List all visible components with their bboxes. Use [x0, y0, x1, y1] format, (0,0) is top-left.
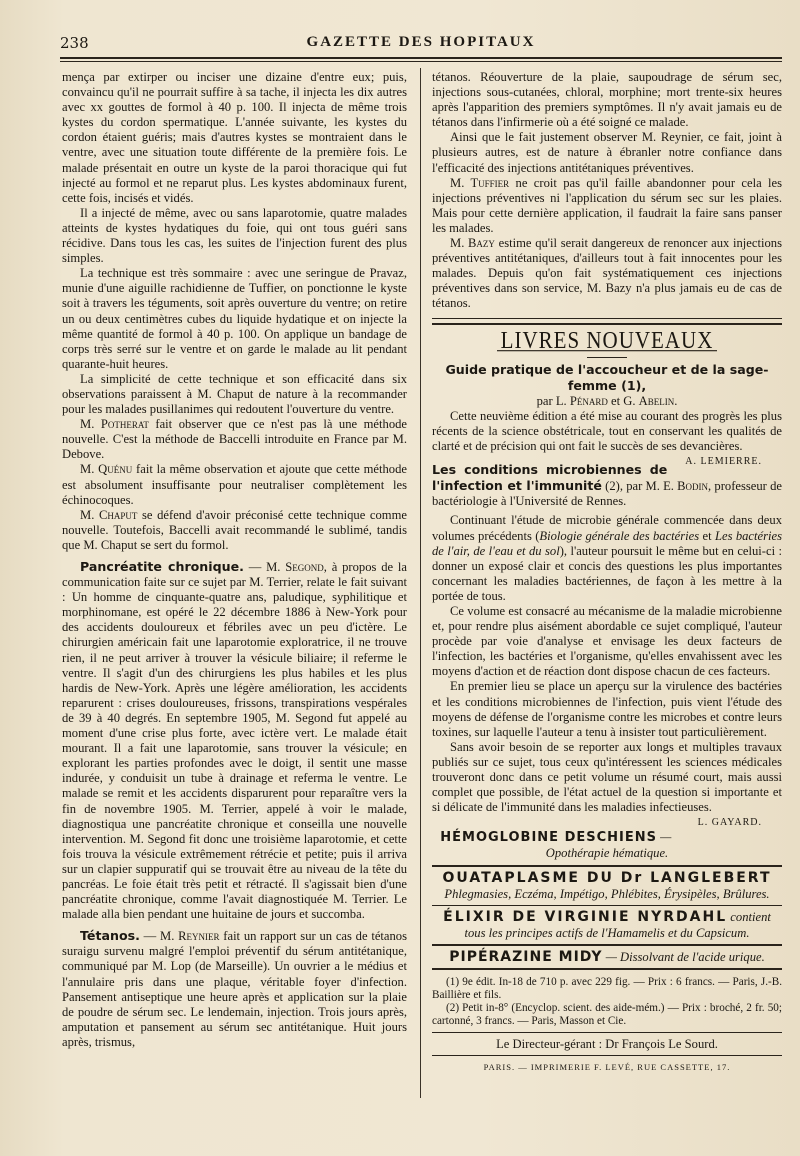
- ad-product: ÉLIXIR DE VIRGINIE NYRDAHL: [443, 908, 728, 925]
- right-column: [432, 70, 782, 1075]
- footer-rule: [432, 1032, 782, 1033]
- paragraph: La simplicité de cette technique et son efficacité dans six observations paraissent à M. Chaput de nature à la recommander pour les malades pusillanimes qui redoutent l'ouverture du ventre.: [62, 371, 407, 417]
- speaker-name: Segond: [285, 560, 324, 574]
- ad-rule: [432, 905, 782, 906]
- ad-ouataplasme: [432, 870, 782, 902]
- section-pancreatite: [62, 559, 407, 922]
- paragraph-text: ), l'auteur poursuit le même but en celui-ci : donner un exposé clair et concis des questions les plus importantes concernant les maladies bactériennes, de façon à les mettre à la portée de tous.: [432, 543, 782, 603]
- italic-title: Les bactéries de l'air, de l'eau et du sol: [432, 528, 782, 558]
- paragraph: [432, 513, 782, 604]
- ad-rule: [432, 865, 782, 867]
- footnotes: [432, 976, 782, 1028]
- book-by: par L.: [536, 393, 570, 408]
- paragraph: [432, 739, 782, 829]
- book-title: Guide pratique de l'accoucheur et de la sage-femme (1),: [445, 361, 769, 393]
- left-column: [62, 70, 407, 1050]
- paragraph: [432, 236, 782, 311]
- page-number: 238: [60, 34, 89, 52]
- book-title: Les conditions microbiennes de l'infection et l'immunité: [432, 462, 668, 494]
- paragraph: En premier lieu se place un aperçu sur la virulence des bactéries et les conditions microbiennes de l'infection, puis vient l'étude des moyens de défense de l'organisme contre les microbes et contre leurs toxines, sur laquelle l'auteur a tenu à insister tout particulièrement.: [432, 679, 782, 739]
- paragraph: La technique est très sommaire : avec une seringue de Pravaz, munie d'une aiguille rachidienne de Tuffier, on ponctionne le kyste soit à travers les téguments, soit après ouverture du ventre; on retire un ou deux centimètres cubes du liquide hydatique et on injecte la même quantité de formol à 40 p. 100. On applique un bandage de corps très serré sur le ventre et on garde le malade au lit pendant quarante-huit heures.: [62, 266, 407, 371]
- ad-tagline: tous les principes actifs de l'Hamamelis et du Capsicum.: [464, 925, 750, 940]
- footnote: (2) Petit in-8° (Encyclop. scient. des aide-mém.) — Prix : broché, 2 fr. 50; cartonné, 3 francs. — Paris, Masson et Cie.: [432, 1001, 782, 1027]
- paragraph-text: se défend d'avoir préconisé cette technique comme nouvelle. Toutefois, Baccelli avait recommandé le sublimé, tandis que M. Chaput se sert du formol.: [62, 507, 407, 552]
- dash: — M.: [139, 929, 179, 944]
- ad-tagline: — Opothérapie hématique.: [545, 830, 672, 861]
- paragraph: Il a injecté de même, avec ou sans laparotomie, quatre malades atteints de kystes hydatiques du foie, qui ont tous guéri sans récidive. Dans tous les cas, les suites de l'injection furent des plus simples.: [62, 205, 407, 266]
- speaker-name: M. Potherat: [80, 417, 149, 432]
- paragraph-text: et: [699, 528, 715, 543]
- paragraph-text: ne croit pas qu'il faille abandonner pour cela les injections préventives ni l'application du sérum sec sur les plaies. Mais pour cette dernière application, il faudrait la faire sans panser les malades.: [432, 175, 783, 235]
- book-1-heading: [432, 362, 782, 409]
- speaker-name: Reynier: [178, 929, 220, 944]
- book-by: (2), par M. E.: [601, 479, 678, 494]
- ad-tagline: — Dissolvant de l'acide urique.: [602, 949, 765, 964]
- section-rule: [432, 318, 782, 325]
- livres-header: [432, 325, 782, 354]
- header-rule: [60, 57, 782, 59]
- paragraph: tétanos. Réouverture de la plaie, saupoudrage de sérum sec, injections sous-cutanées, chloral, morphine; mort trente-six heures après l'apparition des premiers symptômes. Il n'y avait jamais eu de tétanos dans l'infirmerie où a été soigné ce malade.: [432, 70, 782, 130]
- section-title: Pancréatite chronique.: [80, 559, 244, 574]
- paragraph-text: , à propos de la communication faite sur ce sujet par M. Terrier, relate le fait suivant : Un homme de cinquante-quatre ans, paludique, syphilitique et morphinomane, est opéré le 22 décembre 1886 à New-York pour des accidents douloureux et fébriles avec un peu d'ictère. Le chirurgien américain fait une laparotomie exploratrice, il ne trouve rien, il ne peut arriver à trouver la vésicule biliaire; il referme le ventre. Il s'agit d'un des chirurgiens les plus habiles et les plus hardis de New-York. Après une légère amélioration, les accidents reparurent : crises douloureuses, frissons, transpirations vespérales de 39 à 40 degrés. En septembre 1905, M. Segond fut appelé au moment d'une crise plus forte, avec ictère vert. Le malade était mourant. Il a fait une laparotomie, sans trouver la vésicule; en explorant les parties profondes avec le doigt, il sentit une masse indurée, y conduisit un tube à drainage et referma le ventre. Le malade se remit et les accidents disparurent pour reparaître vers la fin de novembre 1905. M. Terrier, appelé à voir le malade, diagnostiqua une pancréatite chronique et conseilla une nouvelle intervention. M. Segond fit donc une troisième laparotomie, et cette fois trouva la vésicule extrêmement rétrécie et petite; puis il arriva sur un clapier suppuratif qui se trouvait être au niveau de la tête du pancréas. Le foie était très petit et rétracté. Il s'agissait bien d'une pancréatite chronique, comme l'avait diagnostiquée M. Terrier. Le malade alla bien pendant une huitaine de jours et succomba.: [62, 560, 408, 922]
- italic-title: Biologie générale des bactéries: [539, 528, 700, 543]
- speaker-name: M. Chaput: [80, 507, 138, 522]
- paragraph: [432, 408, 782, 468]
- printer-line: PARIS. — IMPRIMERIE F. LEVÉ, RUE CASSETTE, 17.: [483, 1062, 731, 1073]
- speaker-name: M. Quénu: [80, 462, 133, 477]
- book-author: Pénard: [569, 393, 608, 408]
- ad-elixir: [432, 909, 782, 941]
- ad-product: PIPÉRAZINE MIDY: [449, 948, 603, 965]
- footer-rule: [432, 1055, 782, 1056]
- paragraph-text: Continuant l'étude de microbie générale commencée dans deux volumes précédents (: [432, 513, 782, 543]
- dash: — M.: [243, 560, 286, 574]
- header-rule-thin: [60, 61, 782, 62]
- signature: L. GAYARD.: [697, 817, 762, 829]
- speaker-name: M. Tuffier: [450, 175, 510, 190]
- paragraph-text: fait un rapport sur un cas de tétanos suraigu survenu malgré l'emploi préventif du sérum antitétanique, communiqué par M. Lop (de Marseille). Un ouvrier a le médius et l'annulaire pris dans une plaque, véritable foyer d'infection. Pansement antiseptique une heure après et application sur la plaie de poudre de sérum sec. Le lendemain, injection. Trois jours après, amputation et pansement au sérum sec antitétanique. Huit jours après, trismus,: [62, 929, 407, 1049]
- paragraph: Ainsi que le fait justement observer M. Reynier, ce fait, joint à plusieurs autres, est de nature à ébranler notre confiance dans l'efficacité des injections antitétaniques préventives.: [432, 130, 782, 175]
- column-separator: [420, 68, 421, 1098]
- book-affiliation: , professeur de bactériologie à l'Université de Rennes.: [432, 479, 782, 509]
- livres-title: LIVRES NOUVEAUX: [497, 331, 718, 351]
- speaker-name: M. Bazy: [450, 236, 495, 251]
- paragraph-text: Cette neuvième édition a été mise au courant des progrès les plus récents de la science obstétricale, tout en conservant les qualités de clarté et de précision qui ont fait le succès de ses devancières.: [432, 408, 782, 454]
- ad-hemoglobine: [432, 829, 782, 861]
- ad-rule: [432, 968, 782, 970]
- footnote: (1) 9e édit. In-18 de 710 p. avec 229 fig. — Prix : 6 francs. — Paris, J.-B. Baillière et fils.: [432, 975, 782, 1001]
- book-and: et G.: [607, 393, 639, 408]
- paragraph: [432, 176, 782, 236]
- paragraph: Ce volume est consacré au mécanisme de la maladie microbienne et, pour rendre plus aisément abordable ce sujet compliqué, l'auteur procède par voie d'analyse et envisage les deux facteurs de l'infection, les bactéries et l'organisme, qu'elles envahissent avec les moyens d'action et de réaction dont dispose chacun de ces facteurs.: [432, 604, 782, 679]
- paragraph: mença par extirper ou inciser une dizaine d'entre eux; puis, convaincu qu'il ne pourrait suffire à sa tache, il injecta les dix autres avec xx gouttes de formol à 40 p. 100. Il injecta de même trois kystes du cordon spermatique. L'année suivante, les kystes du cordon étaient guéris; mais d'autres kystes se montraient dans le ventre, avec une situation toute différente de la première fois. Le malade présentait en outre un kyste de la paroi thoracique qui fut injecté au formol et ne reparut plus. Les kystes abdominaux furent, cette fois, incisés et vidés.: [62, 70, 407, 205]
- ad-product: OUATAPLASME DU Dr LANGLEBERT: [442, 869, 772, 886]
- paragraph-text: fait observer que ce n'est pas là une méthode nouvelle. C'est la méthode de Baccelli introduite en France par M. Debove.: [62, 417, 407, 462]
- paragraph-text: estime qu'il serait dangereux de renoncer aux injections préventives antitétaniques, d'ailleurs tout à fait innocentes pour les malades. Depuis qu'on fait systématiquement ces injections préventives dans son service, M. Bazy n'a plus jamais eu de cas de tétanos.: [432, 236, 782, 311]
- book-author: Abelin: [638, 393, 675, 408]
- paragraph-text: fait la même observation et ajoute que cette méthode est absolument insuffisante pour neutraliser complètement les échinocoques.: [62, 462, 407, 507]
- ad-rule: [432, 944, 782, 946]
- book-end: .: [674, 393, 678, 408]
- directeur-gerant: Le Directeur-gérant : Dr François Le Sourd.: [496, 1036, 718, 1051]
- short-rule: [587, 357, 627, 358]
- ad-tagline: Phlegmasies, Eczéma, Impétigo, Phlébites, Érysipèles, Brûlures.: [444, 886, 770, 901]
- journal-title: GAZETTE DES HOPITAUX: [306, 34, 536, 50]
- advertisements: [432, 829, 782, 970]
- paragraph: [62, 508, 407, 553]
- book-author: Bodin: [677, 479, 709, 494]
- paragraph: [62, 417, 407, 462]
- ad-product: HÉMOGLOBINE DESCHIENS: [440, 830, 657, 846]
- paragraph-text: Sans avoir besoin de se reporter aux longs et multiples travaux publiés sur ce sujet, tous ceux qu'intéressent les sciences médicales trouveront donc dans ce petit volume un résumé court, mais aussi complet que possible, de l'état actuel de la question si importante et si délicate de l'immunité dans les maladies infectieuses.: [432, 739, 782, 815]
- section-title: Tétanos.: [80, 928, 140, 944]
- section-tetanos: [62, 928, 407, 1050]
- ad-piperazine: [432, 949, 782, 965]
- paragraph: [62, 462, 407, 507]
- signature: A. LEMIERRE.: [685, 456, 762, 468]
- ad-contient: contient: [727, 909, 771, 924]
- page-header: [60, 34, 782, 56]
